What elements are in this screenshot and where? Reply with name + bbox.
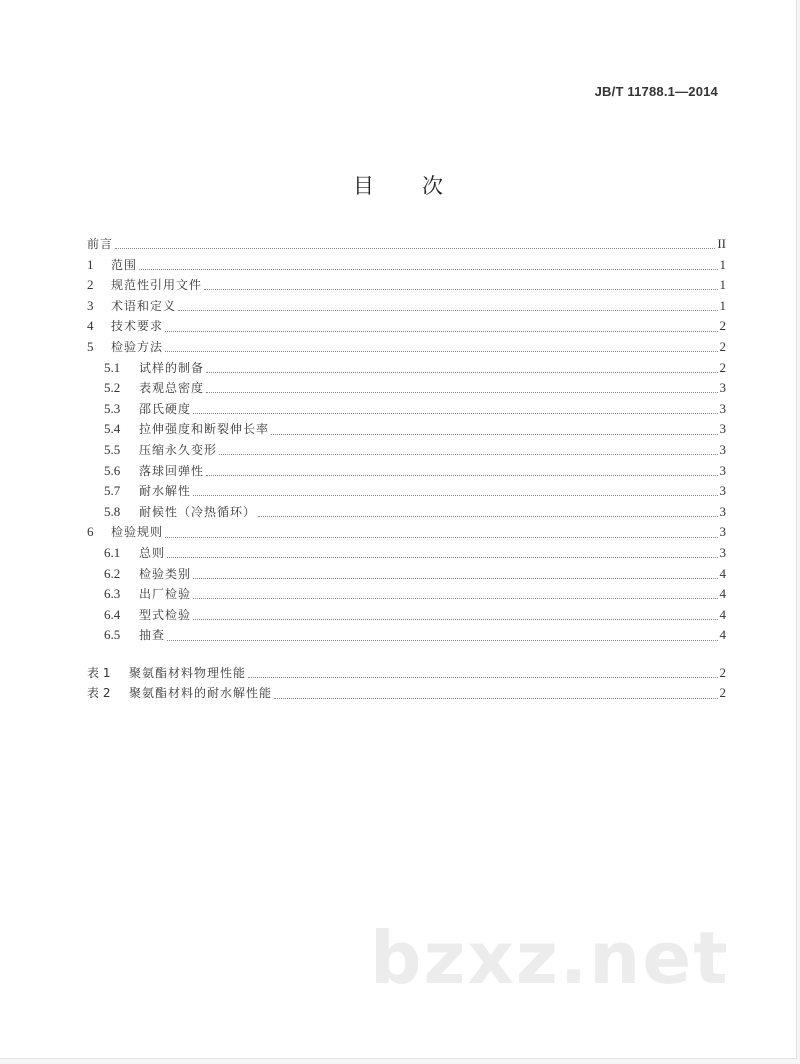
toc-subentry[interactable] <box>87 584 726 605</box>
table-page: 2 <box>719 664 726 680</box>
leader-dots <box>206 371 717 373</box>
toc-subentry[interactable] <box>87 440 726 461</box>
toc-entry-label: 抽查 <box>139 628 166 643</box>
toc-entry[interactable] <box>87 522 726 543</box>
toc-entry-page: 2 <box>719 338 726 354</box>
toc-entry[interactable] <box>87 255 726 276</box>
toc-entry-page: 1 <box>719 256 726 272</box>
toc-entry-page: 3 <box>719 544 726 560</box>
toc-entry-page: 2 <box>719 318 726 334</box>
toc-entry-label: 拉伸强度和断裂伸长率 <box>139 422 270 437</box>
toc-entry-label: 术语和定义 <box>111 298 177 313</box>
toc-entry-number: 1 <box>87 256 94 272</box>
toc-entry-page: 1 <box>719 297 726 313</box>
leader-dots <box>274 697 717 699</box>
section-spacer <box>87 646 726 663</box>
toc-entry-number: 5.3 <box>104 400 121 416</box>
leader-dots <box>165 536 717 538</box>
table-page: 2 <box>719 685 726 701</box>
leader-dots <box>167 639 717 641</box>
toc-entry-number: 5.5 <box>104 441 121 457</box>
toc-subentry[interactable] <box>87 502 726 523</box>
toc-subentry[interactable] <box>87 564 726 585</box>
leader-dots <box>258 515 717 517</box>
toc-entry-page: 1 <box>719 277 726 293</box>
toc-entry-number: 4 <box>87 318 94 334</box>
toc-entry-label: 技术要求 <box>111 319 164 334</box>
toc-entry-number: 6.3 <box>104 586 121 602</box>
toc-entry-page: 4 <box>719 606 726 622</box>
toc-entry-number: 5 <box>87 338 94 354</box>
toc-entry-label: 前言 <box>87 237 114 251</box>
toc-entry-page: 3 <box>719 483 726 499</box>
toc-table-entry[interactable] <box>87 683 726 704</box>
toc-subentry[interactable] <box>87 399 726 420</box>
toc-entry-number: 5.8 <box>104 503 121 519</box>
toc-subentry[interactable] <box>87 461 726 482</box>
toc-entry-page: 3 <box>719 524 726 540</box>
toc-subentry[interactable] <box>87 625 726 646</box>
table-label: 聚氨酯材料物理性能 <box>129 665 247 680</box>
toc-entry-number: 5.1 <box>104 359 121 375</box>
leader-dots <box>271 433 717 435</box>
toc-entry[interactable] <box>87 296 726 317</box>
leader-dots <box>204 288 717 290</box>
toc-subentry[interactable] <box>87 605 726 626</box>
toc-entry-label: 耐候性（冷热循环） <box>139 504 257 519</box>
toc-entry-number: 6.2 <box>104 565 121 581</box>
toc-entry[interactable] <box>87 337 726 358</box>
toc-entry-page: 3 <box>719 441 726 457</box>
toc-table-entry[interactable] <box>87 663 726 684</box>
leader-dots <box>193 577 717 579</box>
table-label: 聚氨酯材料的耐水解性能 <box>129 686 273 701</box>
toc-entry-number: 6.5 <box>104 627 121 643</box>
leader-dots <box>139 268 717 270</box>
toc-entry-number: 6 <box>87 524 94 540</box>
toc-entry-label: 压缩永久变形 <box>139 442 218 457</box>
leader-dots <box>206 391 717 393</box>
toc-entry-number: 3 <box>87 297 94 313</box>
toc-entry-number: 5.2 <box>104 380 121 396</box>
toc-title <box>0 170 796 200</box>
toc-entry-foreword[interactable] <box>87 234 726 255</box>
toc-entry-label: 检验方法 <box>111 339 164 354</box>
toc-entry-label: 表观总密度 <box>139 381 205 396</box>
toc-subentry[interactable] <box>87 543 726 564</box>
toc-entry[interactable] <box>87 275 726 296</box>
toc-entry-number: 5.7 <box>104 483 121 499</box>
watermark: bzxz.net <box>370 916 730 1000</box>
toc-entry-number: 2 <box>87 277 94 293</box>
toc-entry-label: 型式检验 <box>139 607 192 622</box>
toc-title-char: 目 <box>353 174 374 198</box>
leader-dots <box>165 330 717 332</box>
toc-entry-label: 检验类别 <box>139 566 192 581</box>
toc-entry-label: 范围 <box>111 257 138 272</box>
table-of-contents <box>87 234 726 704</box>
toc-entry-page: 3 <box>719 421 726 437</box>
leader-dots <box>165 350 717 352</box>
toc-title-char: 次 <box>422 174 443 198</box>
toc-entry-label: 邵氏硬度 <box>139 401 192 416</box>
toc-entry-label: 规范性引用文件 <box>111 278 203 293</box>
toc-entry-label: 检验规则 <box>111 525 164 540</box>
standard-code: JB/T 11788.1—2014 <box>594 84 718 99</box>
toc-entry-page: 4 <box>719 627 726 643</box>
table-number: 表 2 <box>87 686 111 701</box>
toc-entry-number: 6.4 <box>104 606 121 622</box>
toc-entry-page: 3 <box>719 462 726 478</box>
toc-subentry[interactable] <box>87 481 726 502</box>
leader-dots <box>193 618 717 620</box>
toc-entry-number: 5.6 <box>104 462 121 478</box>
leader-dots <box>178 309 717 311</box>
toc-entry-page: 3 <box>719 503 726 519</box>
toc-subentry[interactable] <box>87 378 726 399</box>
leader-dots <box>193 412 717 414</box>
leader-dots <box>193 494 717 496</box>
toc-entry-page: 3 <box>719 400 726 416</box>
toc-entry-page: 4 <box>719 565 726 581</box>
toc-entry-label: 试样的制备 <box>139 360 205 375</box>
toc-entry-number: 6.1 <box>104 544 121 560</box>
toc-entry-page: 2 <box>719 359 726 375</box>
toc-subentry[interactable] <box>87 358 726 379</box>
leader-dots <box>193 597 717 599</box>
leader-dots <box>206 474 717 476</box>
toc-entry-page: 3 <box>719 380 726 396</box>
toc-entry-label: 总则 <box>139 545 166 560</box>
toc-entry-page: II <box>717 236 726 251</box>
toc-entry-page: 4 <box>719 586 726 602</box>
leader-dots <box>248 676 717 678</box>
toc-entry-number: 5.4 <box>104 421 121 437</box>
toc-subentry[interactable] <box>87 419 726 440</box>
toc-entry[interactable] <box>87 316 726 337</box>
toc-entry-label: 出厂检验 <box>139 587 192 602</box>
leader-dots <box>219 453 717 455</box>
leader-dots <box>167 556 717 558</box>
toc-entry-label: 耐水解性 <box>139 484 192 499</box>
leader-dots <box>115 247 715 249</box>
toc-entry-label: 落球回弹性 <box>139 463 205 478</box>
table-number: 表 1 <box>87 665 111 680</box>
